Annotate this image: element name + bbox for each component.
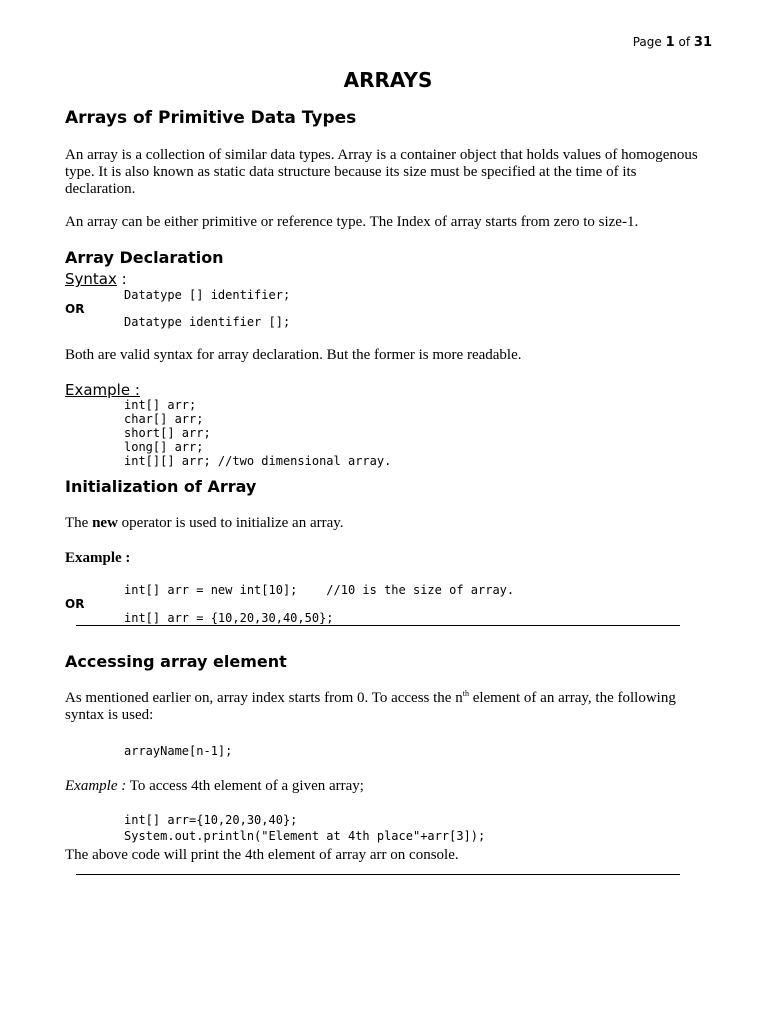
page-total: 31 [693, 35, 712, 50]
text-run: operator is used to initialize an array. [117, 515, 344, 531]
divider [76, 874, 680, 875]
section-heading-primitive: Arrays of Primitive Data Types [65, 108, 357, 128]
section-heading-declaration: Array Declaration [65, 248, 224, 267]
or-label: OR [65, 597, 85, 611]
initialization-text [65, 515, 344, 532]
code-line: int[] arr = new int[10]; //10 is the size of array. [124, 583, 515, 597]
keyword-new: new [92, 515, 118, 531]
code-line: int[] arr = {10,20,30,40,50}; [124, 611, 334, 625]
code-line: short[] arr; [124, 426, 211, 440]
page-label: Page [632, 35, 662, 49]
or-label: OR [65, 302, 85, 316]
code-line: int[] arr; [124, 398, 197, 412]
text-run: To access 4th element of a given array; [126, 778, 364, 794]
conclusion-text: The above code will print the 4th element of array arr on console. [65, 847, 459, 863]
index-paragraph: An array can be either primitive or reference type. The Index of array starts from zero to size-1. [65, 214, 639, 230]
page-number: 1 [665, 35, 675, 50]
code-line: System.out.println("Element at 4th place"+arr[3]); [124, 829, 486, 843]
page-title: ARRAYS [343, 68, 433, 92]
section-heading-accessing: Accessing array element [65, 652, 287, 671]
code-line: Datatype [] identifier; [124, 288, 291, 302]
example-label: Example : [65, 550, 131, 566]
intro-paragraph: An array is a collection of similar data types. Array is a container object that holds values of homogenous type. It is also known as static data structure because its size must be specified at the time of its declaration. [65, 147, 698, 197]
syntax-label-text: Syntax [65, 270, 117, 288]
page-header [633, 35, 712, 50]
code-line: int[] arr={10,20,30,40}; [124, 813, 298, 827]
code-line: int[][] arr; //two dimensional array. [124, 454, 392, 468]
divider [76, 625, 680, 626]
code-line: Datatype identifier []; [124, 315, 291, 329]
accessing-paragraph [65, 690, 705, 724]
page-of-label: of [678, 35, 691, 49]
text-run: As mentioned earlier on, array index starts from 0. To access the n [65, 690, 463, 706]
example-label: Example : [65, 381, 140, 399]
section-heading-initialization: Initialization of Array [65, 477, 257, 496]
text-run: The [65, 515, 93, 531]
example-line [65, 778, 364, 795]
syntax-label-colon: : [116, 270, 127, 288]
code-line: long[] arr; [124, 440, 204, 454]
text-run: element of an array, the following syntax is used: [65, 690, 676, 723]
syntax-label [65, 270, 127, 288]
superscript: th [462, 689, 469, 698]
code-line: arrayName[n-1]; [124, 744, 233, 758]
code-line: char[] arr; [124, 412, 204, 426]
declaration-note: Both are valid syntax for array declaration. But the former is more readable. [65, 347, 522, 363]
example-label: Example : [65, 778, 127, 794]
